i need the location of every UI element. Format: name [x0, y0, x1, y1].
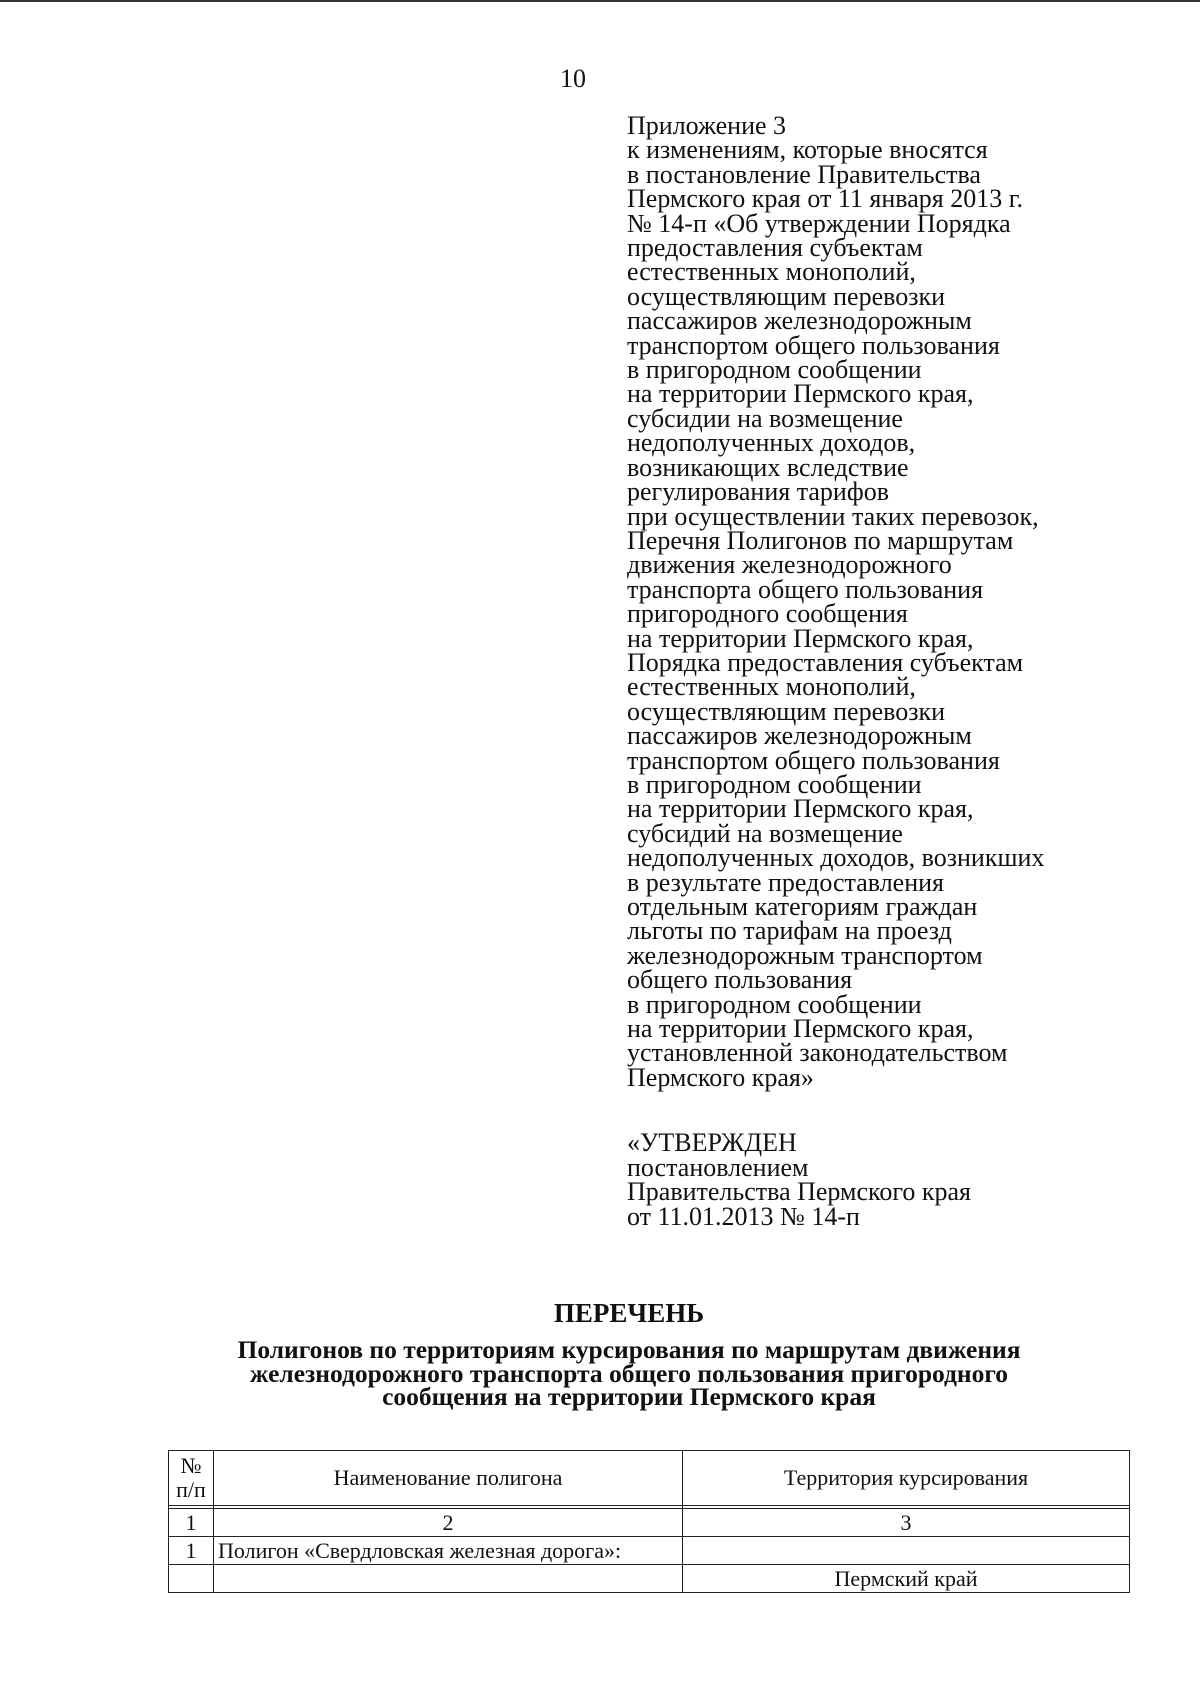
header-number-symbol: №: [180, 1453, 202, 1478]
table-index-row: [169, 1509, 1130, 1537]
appendix-line: возникающих вследствие: [627, 452, 909, 482]
cell-number: 1: [169, 1537, 214, 1565]
appendix-line: в пригородном сообщении: [627, 989, 922, 1019]
appendix-line: недополученных доходов, возникших: [627, 843, 1045, 873]
cell-polygon-name: 2: [214, 1509, 683, 1537]
appendix-line: на территории Пермского края,: [627, 623, 974, 653]
appendix-line: при осуществлении таких перевозок,: [627, 501, 1039, 531]
appendix-line: № 14-п «Об утверждении Порядка: [627, 208, 1011, 238]
table-row: [169, 1565, 1130, 1593]
scan-top-edge: [0, 0, 1200, 2]
appendix-line: недополученных доходов,: [627, 428, 916, 458]
header-territory: Территория курсирования: [683, 1451, 1130, 1506]
header-polygon-name: Наименование полигона: [214, 1451, 683, 1506]
appendix-line: Перечня Полигонов по маршрутам: [627, 525, 1014, 555]
appendix-line: Порядка предоставления субъектам: [627, 647, 1024, 677]
appendix-line: пассажиров железнодорожным: [627, 721, 972, 751]
appendix-line: в постановление Правительства: [627, 159, 981, 189]
appendix-line: в пригородном сообщении: [627, 769, 922, 799]
appendix-line: естественных монополий,: [627, 672, 916, 702]
subtitle-line: сообщения на территории Пермского края: [382, 1382, 876, 1411]
appendix-line: пригородного сообщения: [627, 599, 908, 629]
approval-line: от 11.01.2013 № 14-п: [627, 1201, 860, 1231]
appendix-line: регулирования тарифов: [627, 477, 889, 507]
appendix-line: Приложение 3: [627, 111, 787, 140]
approval-line: постановлением: [627, 1152, 809, 1182]
approval-line: «УТВЕРЖДЕН: [627, 1128, 797, 1157]
approval-line: Правительства Пермского края: [627, 1177, 971, 1206]
appendix-line: осуществляющим перевозки: [627, 281, 946, 311]
appendix-line: транспортом общего пользования: [627, 330, 1000, 360]
appendix-line: транспортом общего пользования: [627, 745, 1000, 775]
cell-territory: [683, 1537, 1130, 1565]
cell-number: 1: [169, 1509, 214, 1537]
appendix-line: отдельным категориям граждан: [627, 892, 978, 921]
appendix-line: естественных монополий,: [627, 257, 916, 287]
appendix-line: субсидий на возмещение: [627, 818, 903, 848]
cell-territory: Пермский край: [683, 1565, 1130, 1593]
cell-polygon-name: [214, 1565, 683, 1593]
appendix-line: в результате предоставления: [627, 867, 944, 897]
appendix-line: Пермского края от 11 января 2013 г.: [627, 184, 1023, 214]
appendix-line: транспорта общего пользования: [627, 574, 984, 604]
document-title: ПЕРЕЧЕНЬ: [553, 1298, 705, 1328]
appendix-line: железнодорожным транспортом: [627, 940, 983, 970]
header-number: [169, 1451, 214, 1506]
polygon-table: [168, 1450, 1130, 1593]
cell-number: [169, 1565, 214, 1593]
appendix-line: установленной законодательством: [627, 1038, 1008, 1068]
appendix-line: общего пользования: [627, 965, 853, 995]
appendix-line: пассажиров железнодорожным: [627, 306, 972, 336]
appendix-line: предоставления субъектам: [627, 233, 923, 263]
page-number: 10: [560, 64, 586, 93]
document-subtitle: [140, 1335, 1118, 1411]
appendix-reference-block: [627, 111, 1187, 1092]
appendix-line: субсидии на возмещение: [627, 403, 903, 433]
subtitle-line: Полигонов по территориям курсирования по маршрутам движения: [237, 1335, 1021, 1364]
appendix-line: в пригородном сообщении: [627, 355, 922, 385]
header-number-abbrev: п/п: [176, 1477, 206, 1502]
appendix-line: льготы по тарифам на проезд: [627, 916, 952, 946]
approval-stamp-block: [627, 1128, 1147, 1231]
appendix-line: на территории Пермского края,: [627, 379, 974, 409]
cell-polygon-name: Полигон «Свердловская железная дорога»:: [214, 1537, 683, 1565]
cell-territory: 3: [683, 1509, 1130, 1537]
appendix-line: на территории Пермского края,: [627, 1014, 974, 1044]
appendix-line: на территории Пермского края,: [627, 794, 974, 824]
table-row: [169, 1537, 1130, 1565]
table-header-row: [169, 1451, 1130, 1506]
appendix-line: к изменениям, которые вносятся: [627, 135, 988, 165]
appendix-line: Пермского края»: [627, 1062, 814, 1092]
subtitle-line: железнодорожного транспорта общего пользования пригородного: [249, 1358, 1009, 1388]
appendix-line: движения железнодорожного: [627, 550, 952, 580]
appendix-line: осуществляющим перевозки: [627, 696, 946, 726]
